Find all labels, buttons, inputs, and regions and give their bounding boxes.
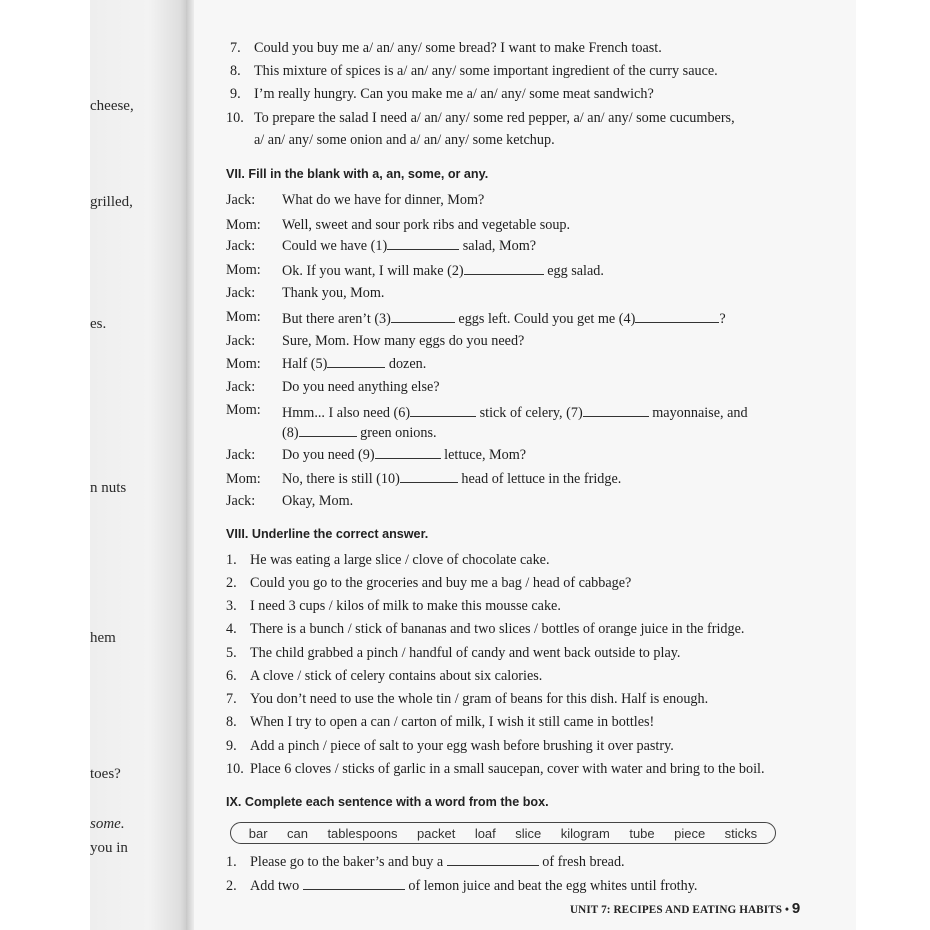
item-number: 10. [226,110,244,126]
word-box-item: loaf [474,825,496,841]
item-number: 6. [226,668,237,684]
dialogue-text: No, there is still (10) [282,471,400,487]
dialogue-text: egg salad. [543,263,604,279]
item-number: 1. [226,552,237,568]
word-box-item: tube [629,825,655,841]
left-fragment: toes? [90,766,121,782]
item-number: 2. [226,575,237,591]
page-footer [570,900,800,917]
speaker: Jack: [226,192,256,208]
exercise-line: I need 3 cups / kilos of milk to make this mousse cake. [250,598,561,614]
dialogue-line [282,310,726,328]
item-number: 10. [226,761,244,777]
word-box-item: piece [674,825,706,841]
speaker: Jack: [226,285,256,301]
item-number: 4. [226,621,237,637]
dialogue-line [282,446,526,464]
exercise-line: Place 6 cloves / sticks of garlic in a small saucepan, cover with water and bring to the boil. [250,761,765,777]
item-number: 2. [226,878,237,894]
exercise-line: He was eating a large slice / clove of chocolate cake. [250,552,550,568]
dialogue-text: What do we have for dinner, Mom? [282,192,485,208]
dialogue-text: green onions. [356,425,437,441]
dialogue-text: But there aren’t (3) [282,311,391,327]
dialogue-text: Do you need anything else? [282,379,440,395]
speaker: Mom: [226,402,261,418]
dialogue-line [282,216,570,234]
dialogue-line [282,424,437,442]
word-box-item: packet [417,825,456,841]
dialogue-text: dozen. [385,356,427,372]
dialogue-text: salad, Mom? [459,238,537,254]
exercise-line: The child grabbed a pinch / handful of candy and went back outside to play. [250,645,681,661]
dialogue-line [282,284,384,302]
page-edge [856,0,930,930]
exercise-line: To prepare the salad I need a/ an/ any/ some red pepper, a/ an/ any/ some cucumbers, [254,110,735,126]
answer-blank[interactable] [387,237,459,250]
dialogue-line [282,191,484,209]
answer-blank[interactable] [635,310,719,323]
answer-blank[interactable] [447,853,539,866]
exercise-line [250,853,625,871]
item-number: 5. [226,645,237,661]
word-box-item: bar [248,825,268,841]
speaker: Mom: [226,217,261,233]
left-fragment: hem [90,630,116,646]
exercise-line: I’m really hungry. Can you make me a/ an/ any/ some meat sandwich? [254,86,654,102]
exercise-text: Add two [250,878,300,894]
item-number: 9. [226,738,237,754]
speaker: Mom: [226,356,261,372]
left-fragment: cheese, [90,98,134,114]
dialogue-text: lettuce, Mom? [440,447,527,463]
page-number: 9 [791,900,801,917]
exercise-text: Please go to the baker’s and buy a [250,854,444,870]
word-box-item: kilogram [560,825,610,841]
speaker: Jack: [226,379,256,395]
word-box-item: tablespoons [327,825,398,841]
dialogue-line [282,492,353,510]
item-number: 8. [230,63,241,79]
dialogue-text: Ok. If you want, I will make (2) [282,263,464,279]
word-box-item: slice [515,825,542,841]
speaker: Jack: [226,333,256,349]
answer-blank[interactable] [303,877,405,890]
left-page [90,0,188,930]
left-fragment: n nuts [90,480,127,496]
dialogue-text: ? [719,311,726,327]
item-number: 8. [226,714,237,730]
dialogue-line [282,470,621,488]
section-heading: VII. Fill in the blank with a, an, some, or any. [226,167,489,181]
answer-blank[interactable] [583,404,649,417]
exercise-line: a/ an/ any/ some onion and a/ an/ any/ some ketchup. [254,132,555,148]
speaker: Jack: [226,493,256,509]
speaker: Jack: [226,238,256,254]
item-number: 1. [226,854,237,870]
left-fragment: you in [90,840,128,856]
dialogue-line [282,378,440,396]
dialogue-text: mayonnaise, and [648,405,748,421]
section-heading: IX. Complete each sentence with a word from the box. [226,795,549,809]
dialogue-text: Well, sweet and sour pork ribs and vegetable soup. [282,217,571,233]
dialogue-text: (8) [282,425,299,441]
section-heading: VIII. Underline the correct answer. [226,527,429,541]
answer-blank[interactable] [299,424,357,437]
dialogue-text: Thank you, Mom. [282,285,385,301]
exercise-text: of lemon juice and beat the egg whites until frothy. [404,878,698,894]
dialogue-line [282,404,748,422]
word-box [230,822,776,844]
dialogue-text: eggs left. Could you get me (4) [454,311,636,327]
speaker: Jack: [226,447,256,463]
dialogue-line [282,355,426,373]
left-fragment: es. [90,316,107,332]
word-box-item: can [287,825,308,841]
speaker: Mom: [226,471,261,487]
answer-blank[interactable] [375,446,441,459]
word-box-item: sticks [724,825,758,841]
dialogue-line [282,262,604,280]
exercise-text: of fresh bread. [538,854,625,870]
dialogue-text: Could we have (1) [282,238,388,254]
dialogue-text: Okay, Mom. [282,493,354,509]
dialogue-text: stick of celery, (7) [476,405,583,421]
answer-blank[interactable] [327,355,385,368]
exercise-line: You don’t need to use the whole tin / gram of beans for this dish. Half is enough. [250,691,709,707]
exercise-line: Add a pinch / piece of salt to your egg wash before brushing it over pastry. [250,738,674,754]
footer-unit-title: UNIT 7: RECIPES AND EATING HABITS • [570,904,789,916]
left-fragment: some. [90,816,125,832]
dialogue-text: Sure, Mom. How many eggs do you need? [282,333,525,349]
speaker: Mom: [226,262,261,278]
dialogue-line [282,332,524,350]
exercise-line: A clove / stick of celery contains about six calories. [250,668,543,684]
answer-blank[interactable] [400,470,458,483]
exercise-line: Could you go to the groceries and buy me a bag / head of cabbage? [250,575,632,591]
dialogue-line [282,237,536,255]
left-fragment: grilled, [90,194,133,210]
dialogue-text: Do you need (9) [282,447,375,463]
exercise-line: When I try to open a can / carton of milk, I wish it still came in bottles! [250,714,655,730]
item-number: 7. [230,40,241,56]
exercise-line: This mixture of spices is a/ an/ any/ some important ingredient of the curry sauce. [254,63,718,79]
item-number: 9. [230,86,241,102]
speaker: Mom: [226,309,261,325]
dialogue-text: Half (5) [282,356,328,372]
item-number: 7. [226,691,237,707]
answer-blank[interactable] [410,404,476,417]
dialogue-text: Hmm... I also need (6) [282,405,411,421]
item-number: 3. [226,598,237,614]
exercise-line [250,877,697,895]
answer-blank[interactable] [464,262,544,275]
dialogue-text: head of lettuce in the fridge. [457,471,622,487]
answer-blank[interactable] [391,310,455,323]
exercise-line: There is a bunch / stick of bananas and two slices / bottles of orange juice in the fridge. [250,621,745,637]
exercise-line: Could you buy me a/ an/ any/ some bread? I want to make French toast. [254,40,662,56]
